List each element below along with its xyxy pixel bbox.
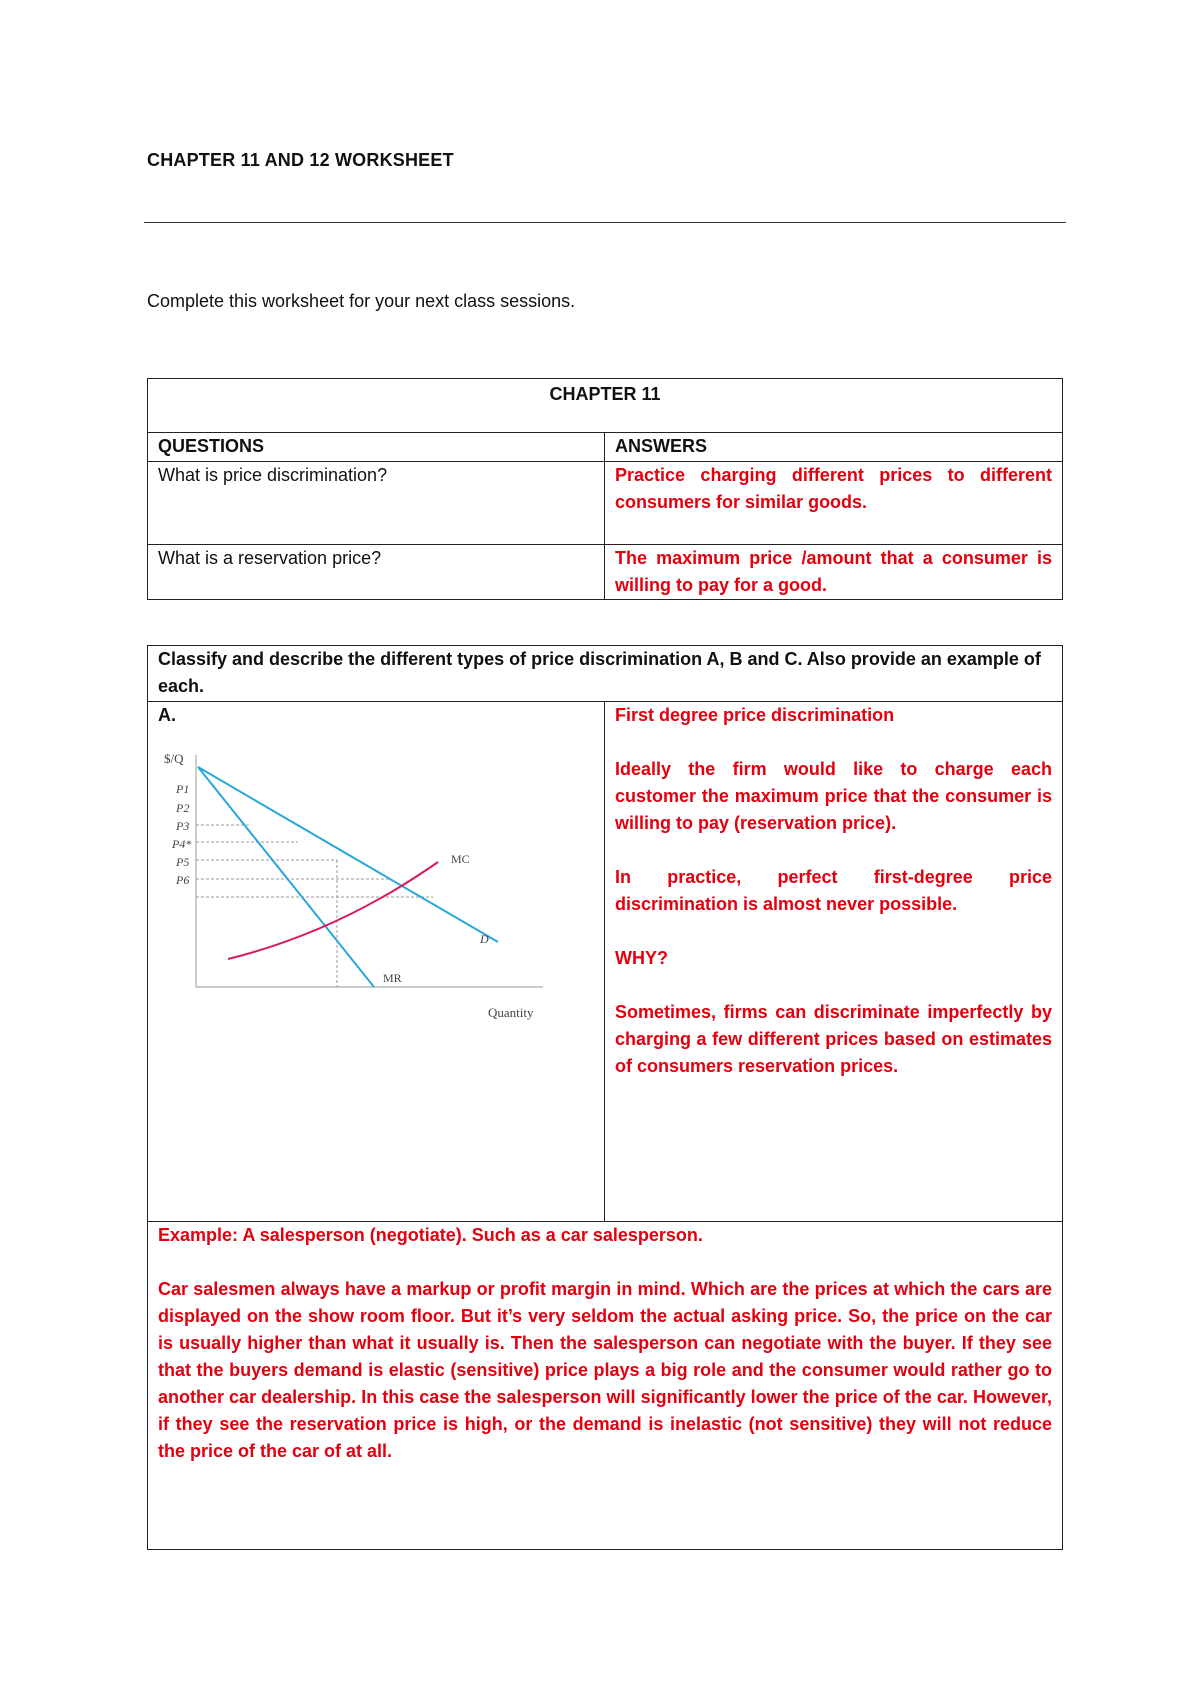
type-a-cell [148,702,605,1222]
table-row [148,545,1063,600]
price-label: P1 [176,782,190,796]
chapter-11-qa-table [147,378,1063,600]
answers-header: ANSWERS [605,433,1063,462]
price-gridlines [196,825,433,987]
questions-header: QUESTIONS [148,433,605,462]
intro-text: Complete this worksheet for your next class sessions. [147,291,576,311]
first-degree-graph [158,737,578,1037]
question-cell: What is a reservation price? [148,545,605,600]
example-cell [148,1222,1063,1550]
type-a-label: A. [158,705,176,725]
type-a-answer-cell [605,702,1063,1222]
price-discrimination-table [147,645,1063,1550]
price-label: P4* [172,837,192,851]
price-label: P2 [176,801,190,815]
price-label: P3 [176,819,190,833]
classification-prompt: Classify and describe the different types of price discrimination A, B and C. Also provide an example of each. [148,646,1063,702]
answer-paragraph: In practice, perfect first-degree price discrimination is almost never possible. [615,867,1052,914]
table-row [148,462,1063,545]
answer-paragraph: First degree price discrimination [615,705,895,725]
answer-cell: Practice charging different prices to different consumers for similar goods. [605,462,1063,545]
question-cell: What is price discrimination? [148,462,605,545]
title-divider [144,222,1066,223]
y-axis-label: $/Q [164,751,184,766]
answer-paragraph: Ideally the firm would like to charge each customer the maximum price that the consumer is willing to pay (reservation price). [615,759,1052,833]
example-body: Car salesmen always have a markup or profit margin in mind. Which are the prices at which the cars are displayed on the show room floor. But it’s very seldom the actual asking price. So, the price on the car is usually higher than what it usually is. Then the salesperson can negotiate with the buyer. If they see that the buyers demand is elastic (sensitive) price plays a big role and the consumer would rather go to another car dealership. In this case the salesperson will significantly lower the price of the car. However, if they see the reservation price is high, or the demand is inelastic (not sensitive) they will not reduce the price of the car of at all. [158,1279,1052,1461]
demand-label: D [480,932,489,946]
answer-paragraph: Sometimes, firms can discriminate imperfectly by charging a few different prices based on estimates of consumers reservation prices. [615,1002,1052,1076]
page-title: CHAPTER 11 AND 12 WORKSHEET [147,150,454,170]
example-title: Example: A salesperson (negotiate). Such as a car salesperson. [158,1225,703,1245]
chapter-heading: CHAPTER 11 [148,379,1063,433]
answer-cell: The maximum price /amount that a consumer is willing to pay for a good. [605,545,1063,600]
price-label: P6 [176,873,190,887]
marginal-cost-curve [228,862,438,959]
marginal-revenue-curve [198,767,374,987]
answer-paragraph: WHY? [615,948,668,968]
mr-label: MR [383,971,402,985]
x-axis-label: Quantity [488,1005,534,1020]
mc-label: MC [451,852,470,866]
price-label: P5 [176,855,190,869]
